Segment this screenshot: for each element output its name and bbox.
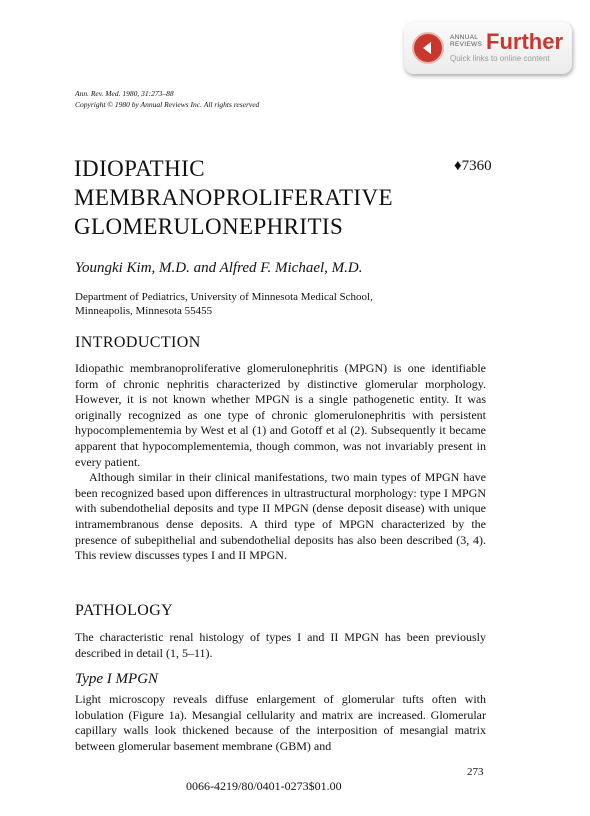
introduction-body (75, 361, 486, 564)
copyright-line: Copyright © 1980 by Annual Reviews Inc. All rights reserved (75, 100, 260, 109)
pathology-body (75, 630, 486, 661)
paragraph: Idiopathic membranoproliferative glomerulonephritis (MPGN) is one identifiable form of chronic nephritis characterized by distinctive glomerular morphology. However, it is not known whether MPGN is a single pathogenetic entity. It was originally recognized as one type of chronic glomerulonephritis with persistent hypocomplementemia by West et al (1) and Gotoff et al (2). Subsequently it became apparent that hypocomplementemia, though common, was not invariably present in every patient. (75, 361, 486, 469)
page-number: 273 (467, 766, 484, 778)
paragraph: The characteristic renal histology of types I and II MPGN has been previously described in detail (1, 5–11). (75, 630, 486, 660)
footer-code: 0066-4219/80/0401-0273$01.00 (186, 779, 342, 793)
back-arrow-icon (412, 32, 444, 64)
title-line: IDIOPATHIC (74, 156, 205, 181)
article-code: ♦7360 (454, 158, 492, 174)
further-links-badge[interactable] (404, 22, 572, 74)
citation-line: Ann. Rev. Med. 1980, 31:273–88 (75, 89, 174, 98)
section-heading-pathology: PATHOLOGY (75, 602, 174, 619)
annual-reviews-label (450, 34, 482, 48)
further-subtitle: Quick links to online content (450, 54, 550, 63)
further-wordmark: Further (486, 29, 563, 54)
title-line: GLOMERULONEPHRITIS (74, 214, 344, 239)
authors: Youngki Kim, M.D. and Alfred F. Michael, M.D. (75, 260, 363, 276)
type-1-body (75, 692, 486, 754)
journal-citation (75, 88, 259, 110)
annual-label: ANNUAL (450, 34, 479, 41)
paragraph: Although similar in their clinical manifestations, two main types of MPGN have been recognized based upon differences in ultrastructural morphology: type I MPGN with subendothelial deposits and type II MPGN (dense deposit disease) with unique intramembranous dense deposits. A third type of MPGN characterized by the presence of subepithelial and subendothelial deposits has also been described (3, 4). This review discusses types I and II MPGN. (75, 470, 486, 563)
affiliation (75, 290, 373, 318)
affiliation-line: Minneapolis, Minnesota 55455 (75, 305, 213, 317)
affiliation-line: Department of Pediatrics, University of Minnesota Medical School, (75, 291, 373, 303)
reviews-label: REVIEWS (450, 41, 483, 48)
paragraph: Light microscopy reveals diffuse enlargement of glomerular tufts often with lobulation (Figure 1a). Mesangial cellularity and matrix are increased. Glomerular capillary walls look thickened because of the interposition of mesangial matrix between glomerular basement membrane (GBM) and (75, 692, 486, 753)
subsection-heading-type-1: Type I MPGN (75, 671, 159, 687)
section-heading-introduction: INTRODUCTION (75, 334, 201, 351)
article-title (74, 154, 393, 241)
title-line: MEMBRANOPROLIFERATIVE (74, 185, 393, 210)
